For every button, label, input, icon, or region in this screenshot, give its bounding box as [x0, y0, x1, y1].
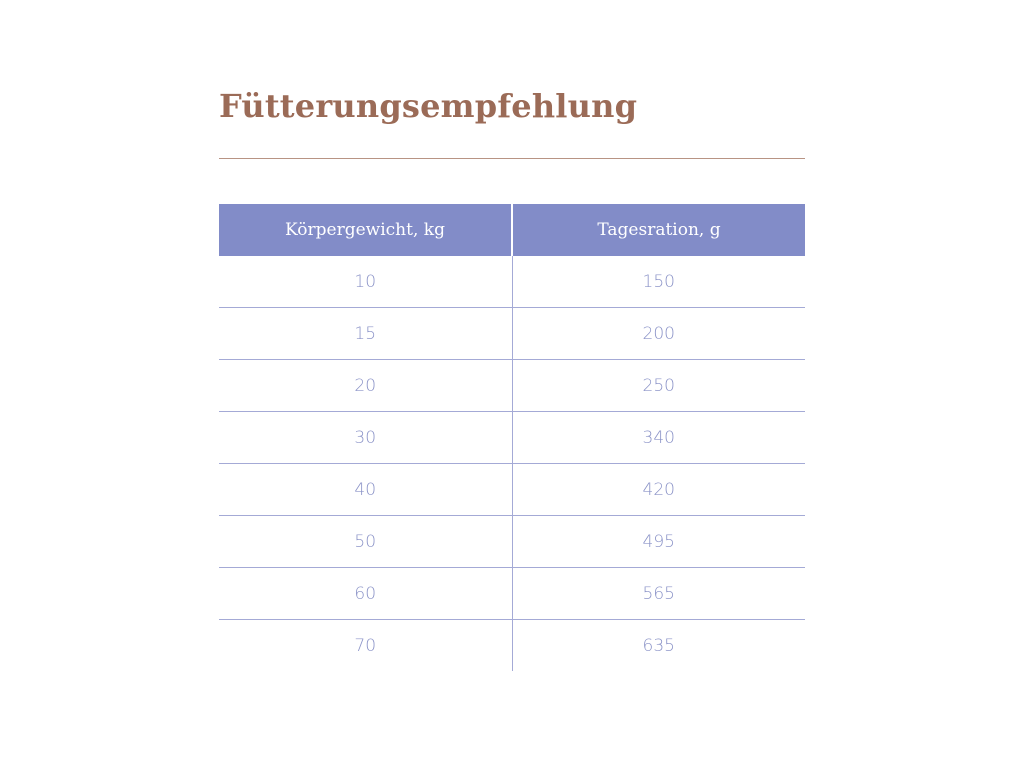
header-body-weight: Körpergewicht, kg: [219, 204, 512, 256]
cell-body-weight: 20: [219, 360, 512, 412]
cell-daily-ration: 200: [512, 308, 805, 360]
cell-daily-ration: 420: [512, 464, 805, 516]
cell-body-weight: 70: [354, 635, 377, 656]
feeding-table: [219, 204, 805, 671]
cell-body-weight: 10: [219, 256, 512, 308]
header-daily-ration: Tagesration, g: [512, 204, 805, 256]
cell-daily-ration: 565: [512, 568, 805, 620]
table-row: [219, 308, 805, 360]
table-row: [219, 620, 805, 672]
cell-body-weight: 50: [219, 516, 512, 568]
title-divider: [219, 158, 805, 159]
table-row: [219, 464, 805, 516]
cell-body-weight: 15: [219, 308, 512, 360]
cell-body-weight: 40: [219, 464, 512, 516]
table-row: [219, 412, 805, 464]
cell-body-weight: 30: [219, 412, 512, 464]
cell-daily-ration: 250: [512, 360, 805, 412]
cell-daily-ration: 340: [512, 412, 805, 464]
table-row: [219, 256, 805, 308]
cell-body-weight: 60: [219, 568, 512, 620]
page-title: Fütterungsempfehlung: [219, 87, 638, 125]
table-row: [219, 516, 805, 568]
cell-daily-ration: 635: [512, 620, 805, 672]
cell-daily-ration: 495: [512, 516, 805, 568]
table-row: [219, 568, 805, 620]
table-header-row: [219, 204, 805, 256]
cell-daily-ration: 150: [512, 256, 805, 308]
table-row: [219, 360, 805, 412]
